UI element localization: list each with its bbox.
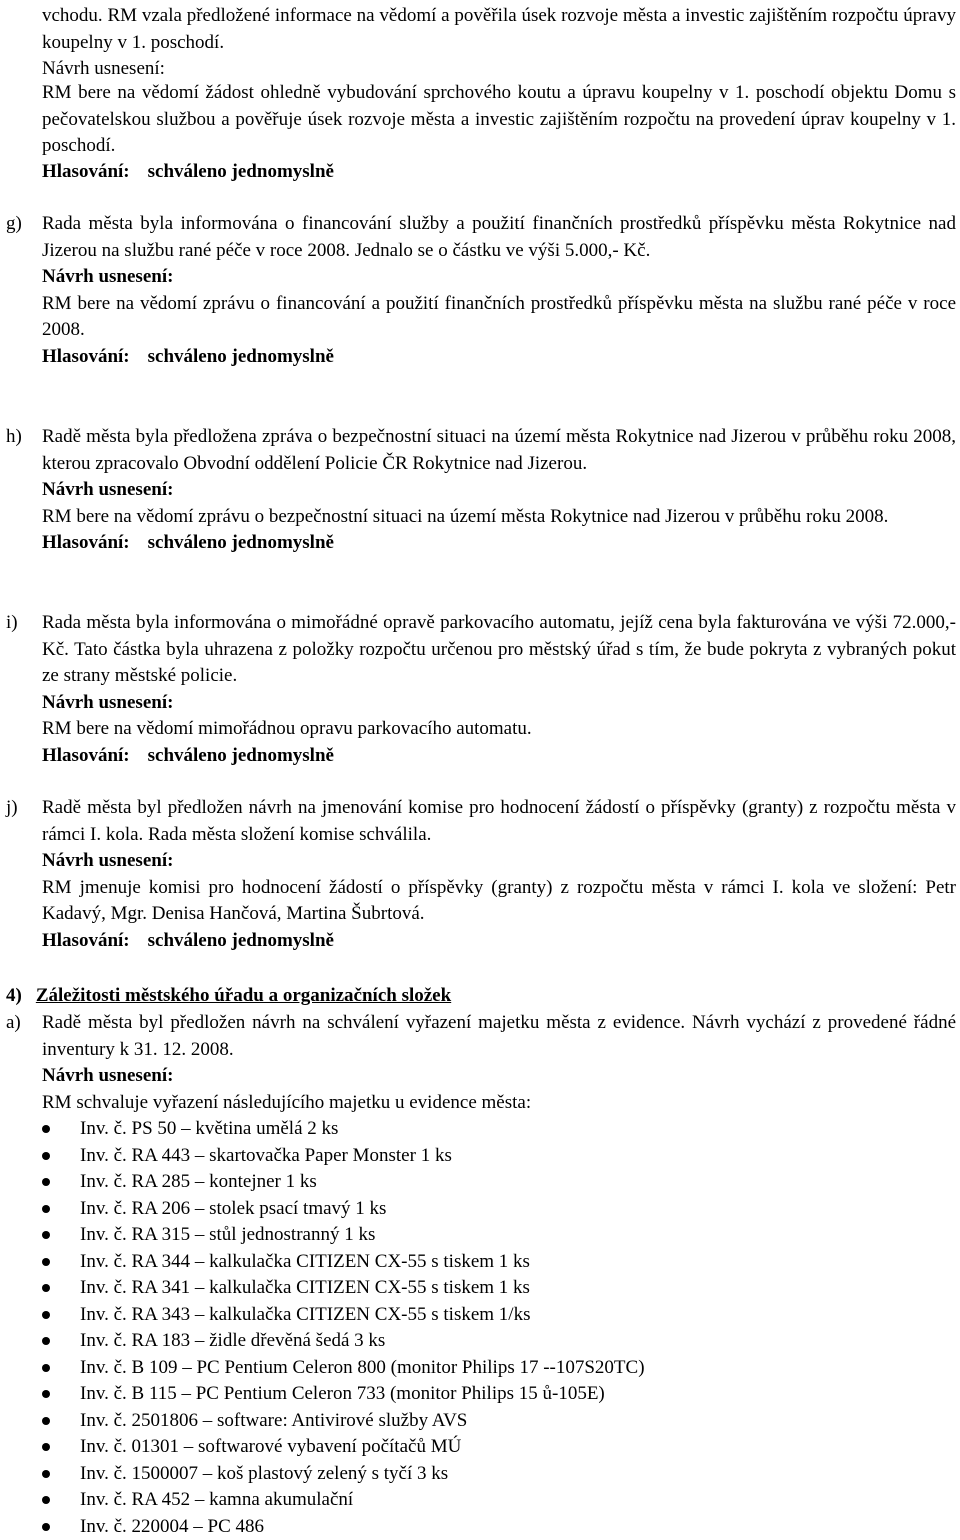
section-g-text: Rada města byla informována o financování služby a použití finančních prostředků příspěvku města Rokytnice nad Jizerou na službu rané péče v roce 2008. Jednalo se o částku ve výši 5.000,- Kč. <box>42 211 956 264</box>
section-j <box>6 795 956 954</box>
section-a-proposal-label: Návrh usnesení: <box>42 1063 956 1090</box>
section-i <box>6 610 956 769</box>
section-j-text: Radě města byl předložen návrh na jmenování komise pro hodnocení žádostí o příspěvky (granty) z rozpočtu města v rámci I. kola. Rada města složení komise schválila. <box>42 795 956 848</box>
section-a <box>6 1010 956 1116</box>
bullet-icon <box>42 1417 50 1425</box>
section-g-vote: Hlasování: schváleno jednomyslně <box>42 344 956 371</box>
bullet-icon <box>42 1337 50 1345</box>
bullet-icon <box>42 1205 50 1213</box>
list-item: Inv. č. RA 344 – kalkulačka CITIZEN CX-55 s tiskem 1 ks <box>42 1249 645 1276</box>
list-item: Inv. č. RA 443 – skartovačka Paper Monster 1 ks <box>42 1143 645 1170</box>
section-g-proposal-text: RM bere na vědomí zprávu o financování a použití finančních prostředků příspěvku města na službu rané péče v roce 2008. <box>42 291 956 344</box>
section-g-marker: g) <box>6 211 22 238</box>
section-a-marker: a) <box>6 1010 21 1037</box>
bullet-icon <box>42 1284 50 1292</box>
continuation-text: vchodu. RM vzala předložené informace na vědomí a pověřila úsek rozvoje města a investic zajištěním rozpočtu úpravy koupelny v 1. poschodí. <box>42 3 956 56</box>
list-item: Inv. č. 01301 – softwarové vybavení počítačů MÚ <box>42 1434 645 1461</box>
section-j-proposal-label: Návrh usnesení: <box>42 848 956 875</box>
list-item: Inv. č. RA 285 – kontejner 1 ks <box>42 1169 645 1196</box>
list-item: Inv. č. RA 452 – kamna akumulační <box>42 1487 645 1514</box>
chapter-4-heading <box>6 983 451 1010</box>
list-item: Inv. č. B 115 – PC Pentium Celeron 733 (monitor Philips 15 ů-105E) <box>42 1381 645 1408</box>
list-item: Inv. č. 1500007 – koš plastový zelený s tyčí 3 ks <box>42 1461 645 1488</box>
section-h <box>6 424 956 557</box>
bullet-icon <box>42 1125 50 1133</box>
section-g <box>6 211 956 370</box>
section-a-proposal-text: RM schvaluje vyřazení následujícího majetku u evidence města: <box>42 1090 956 1117</box>
list-item: Inv. č. RA 206 – stolek psací tmavý 1 ks <box>42 1196 645 1223</box>
section-j-marker: j) <box>6 795 18 822</box>
bullet-icon <box>42 1258 50 1266</box>
section-i-vote: Hlasování: schváleno jednomyslně <box>42 743 956 770</box>
bullet-icon <box>42 1364 50 1372</box>
bullet-icon <box>42 1390 50 1398</box>
section-f-proposal-label: Návrh usnesení: <box>42 56 956 83</box>
section-h-vote: Hlasování: schváleno jednomyslně <box>42 530 956 557</box>
section-i-text: Rada města byla informována o mimořádné opravě parkovacího automatu, jejíž cena byla fakturována ve výši 72.000,- Kč. Tato částka byla uhrazena z položky rozpočtu určenou pro městský úřad s tím, že bude pokryta z vybraných pokut ze strany městské policie. <box>42 610 956 690</box>
section-a-text: Radě města byl předložen návrh na schválení vyřazení majetku města z evidence. Návrh vychází z provedené řádné inventury k 31. 12. 2008. <box>42 1010 956 1063</box>
section-g-proposal-label: Návrh usnesení: <box>42 264 956 291</box>
bullet-icon <box>42 1470 50 1478</box>
inventory-list <box>42 1116 645 1540</box>
list-item: Inv. č. 220004 – PC 486 <box>42 1514 645 1540</box>
list-item: Inv. č. RA 183 – židle dřevěná šedá 3 ks <box>42 1328 645 1355</box>
section-i-proposal-label: Návrh usnesení: <box>42 690 956 717</box>
bullet-icon <box>42 1152 50 1160</box>
bullet-icon <box>42 1523 50 1531</box>
bullet-icon <box>42 1496 50 1504</box>
list-item: Inv. č. RA 341 – kalkulačka CITIZEN CX-55 s tiskem 1 ks <box>42 1275 645 1302</box>
section-h-proposal-label: Návrh usnesení: <box>42 477 956 504</box>
list-item: Inv. č. PS 50 – květina umělá 2 ks <box>42 1116 645 1143</box>
section-f-vote: Hlasování: schváleno jednomyslně <box>42 159 956 186</box>
bullet-icon <box>42 1311 50 1319</box>
section-h-text: Radě města byla předložena zpráva o bezpečnostní situaci na území města Rokytnice nad Jizerou v průběhu roku 2008, kterou zpracovalo Obvodní oddělení Policie ČR Rokytnice nad Jizerou. <box>42 424 956 477</box>
chapter-4-title: Záležitosti městského úřadu a organizačních složek <box>36 985 451 1006</box>
bullet-icon <box>42 1231 50 1239</box>
section-i-proposal-text: RM bere na vědomí mimořádnou opravu parkovacího automatu. <box>42 716 956 743</box>
list-item: Inv. č. B 109 – PC Pentium Celeron 800 (monitor Philips 17 ‑-107S20TC) <box>42 1355 645 1382</box>
section-h-marker: h) <box>6 424 22 451</box>
list-item: Inv. č. RA 343 – kalkulačka CITIZEN CX-55 s tiskem 1/ks <box>42 1302 645 1329</box>
section-j-proposal-text: RM jmenuje komisi pro hodnocení žádostí o příspěvky (granty) z rozpočtu města v rámci I. kola ve složení: Petr Kadavý, Mgr. Denisa Hančová, Martina Šubrtová. <box>42 875 956 928</box>
section-h-proposal-text: RM bere na vědomí zprávu o bezpečnostní situaci na území města Rokytnice nad Jizerou v průběhu roku 2008. <box>42 504 956 531</box>
list-item: Inv. č. RA 315 – stůl jednostranný 1 ks <box>42 1222 645 1249</box>
list-item: Inv. č. 2501806 – software: Antivirové služby AVS <box>42 1408 645 1435</box>
section-j-vote: Hlasování: schváleno jednomyslně <box>42 928 956 955</box>
section-f-proposal-text: RM bere na vědomí žádost ohledně vybudování sprchového koutu a úpravu koupelny v 1. poschodí objektu Domu s pečovatelskou službou a pověřuje úsek rozvoje města a investic zajištěním rozpočtu na provedení úprav koupelny v 1. poschodí. <box>42 80 956 160</box>
section-i-marker: i) <box>6 610 18 637</box>
chapter-4-number: 4) <box>6 985 22 1006</box>
bullet-icon <box>42 1178 50 1186</box>
bullet-icon <box>42 1443 50 1451</box>
